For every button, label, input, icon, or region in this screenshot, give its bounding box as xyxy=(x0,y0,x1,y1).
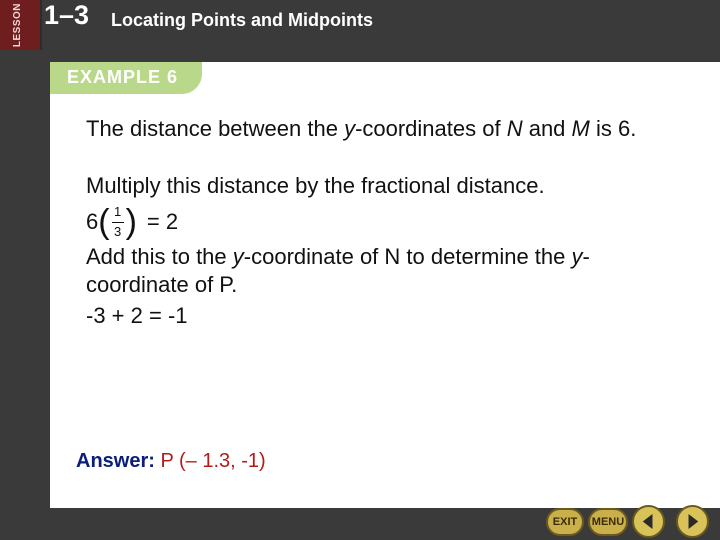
fraction-equation xyxy=(86,202,178,242)
header xyxy=(0,0,720,48)
line1-pre: The distance between the xyxy=(86,116,345,141)
content-line-1 xyxy=(86,116,636,142)
left-arrow-icon xyxy=(634,507,663,536)
content-line-5: -3 + 2 = -1 xyxy=(86,303,188,328)
example-label: EXAMPLE 6 xyxy=(67,67,179,87)
left-paren: ( xyxy=(98,203,110,241)
next-button[interactable] xyxy=(676,505,709,538)
line3-post: - xyxy=(582,244,590,269)
line1-n: N xyxy=(506,116,523,141)
line1-mid: -coordinates of xyxy=(355,116,507,141)
line3-y2: y xyxy=(571,244,583,269)
right-arrow-icon xyxy=(678,507,707,536)
answer-value: P (– 1.3, -1) xyxy=(160,450,266,472)
exit-button[interactable]: EXIT xyxy=(546,508,584,536)
line3-y: y xyxy=(232,244,244,269)
previous-button[interactable] xyxy=(632,505,665,538)
fraction xyxy=(112,205,124,239)
fraction-bar xyxy=(112,222,124,223)
example-tab xyxy=(50,62,202,94)
answer xyxy=(76,450,266,473)
line1-and: and xyxy=(522,116,572,141)
line1-m: M xyxy=(571,116,590,141)
eq-tail: = 2 xyxy=(146,209,179,234)
lesson-number: 1–3 xyxy=(44,0,90,30)
lesson-tab xyxy=(0,0,42,50)
fraction-denominator: 3 xyxy=(113,223,122,239)
line3-mid: -coordinate of N to determine the xyxy=(243,244,572,269)
lesson-title: Locating Points and Midpoints xyxy=(111,10,373,30)
content-line-3 xyxy=(86,244,590,270)
line1-post: is 6. xyxy=(589,116,637,141)
fraction-numerator: 1 xyxy=(113,204,122,220)
content-line-2: Multiply this distance by the fractional distance. xyxy=(86,173,545,198)
content-line-4: coordinate of P. xyxy=(86,272,238,297)
answer-label: Answer: xyxy=(76,450,155,472)
menu-button[interactable]: MENU xyxy=(588,508,628,536)
line1-y: y xyxy=(344,116,356,141)
lesson-word: LESSON xyxy=(12,3,23,48)
right-paren: ) xyxy=(125,203,137,241)
line3-pre: Add this to the xyxy=(86,244,233,269)
eq-lead: 6 xyxy=(86,209,99,234)
